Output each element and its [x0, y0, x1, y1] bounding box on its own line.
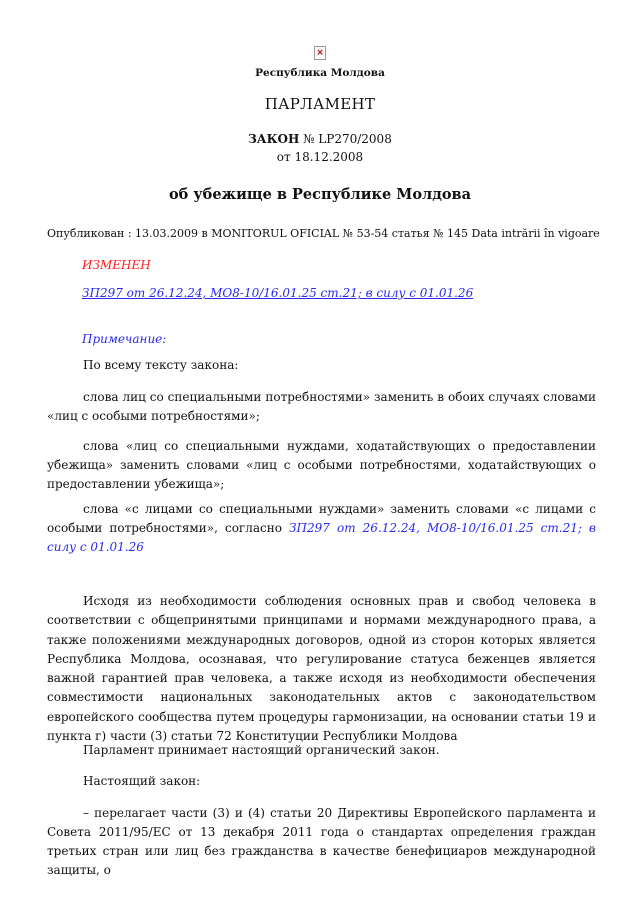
broken-image-icon: ×	[314, 46, 326, 60]
amendment-link[interactable]: ЗП297 от 26.12.24, МО8-10/16.01.25 ст.21; в силу с 01.01.26	[82, 286, 474, 300]
paragraph-replace-3	[47, 500, 596, 557]
law-label: ЗАКОН	[248, 132, 300, 146]
amendment-inline-link[interactable]: ЗП297 от 26.12.24, МО8-10/16.01.25 ст.21; в силу с 01.01.26	[47, 521, 596, 554]
law-date: от 18.12.2008	[276, 150, 364, 164]
law-number-block	[0, 130, 640, 166]
republic-heading: Республика Молдова	[255, 67, 385, 79]
preamble-paragraph: Исходя из необходимости соблюдения основных прав и свобод человека в соответствии с общепринятыми принципами и нормами международного права, а также положениями международных договоров, одной из сторон которых является Республика Молдова, осознавая, что регулирование статуса беженцев является важной гарантией прав человека, а также исходя из необходимости обеспечения совместимости национальных законодательных актов с законодательством европейского сообщества путем процедуры гармонизации, на основании статьи 19 и пункта г) части (3) статьи 72 Конституции Республики Молдова	[47, 594, 596, 744]
note-label: Примечание:	[82, 332, 167, 346]
paragraph-throughout-text: По всему тексту закона:	[83, 358, 239, 372]
law-number-line	[0, 130, 640, 148]
document-title: об убежище в Республике Молдова	[168, 186, 472, 203]
law-number: № LP270/2008	[303, 132, 392, 146]
paragraph-replace-3-text: слова «с лицами со специальными нуждами» заменить словами «с лицами с особыми потребностями», согласно	[47, 502, 596, 535]
paragraph-this-law: Настоящий закон:	[83, 774, 201, 788]
paragraph-replace-2: слова «лиц со специальными нуждами, ходатайствующих о предоставлении убежища» заменить словами «лиц с особыми потребностями, ходатайствующих о предоставлении убежища»;	[47, 439, 596, 491]
parliament-heading: ПАРЛАМЕНТ	[264, 95, 376, 113]
publication-info: Опубликован : 13.03.2009 в MONITORUL OFICIAL № 53-54 статья № 145 Data intrării în vigoare	[47, 227, 600, 240]
paragraph-parliament-adopts: Парламент принимает настоящий органический закон.	[83, 743, 440, 757]
changed-status-label: ИЗМЕНЕН	[82, 258, 151, 272]
paragraph-replace-1: слова лиц со специальными потребностями» заменить в обоих случаях словами «лиц с особыми потребностями»;	[47, 390, 596, 423]
paragraph-transposes: – перелагает части (3) и (4) статьи 20 Директивы Европейского парламента и Совета 2011/95/ЕС от 13 декабря 2011 года о стандартах определения граждан третьих стран или лиц без гражданства в качестве бенефициаров международной защиты, о	[47, 806, 596, 877]
